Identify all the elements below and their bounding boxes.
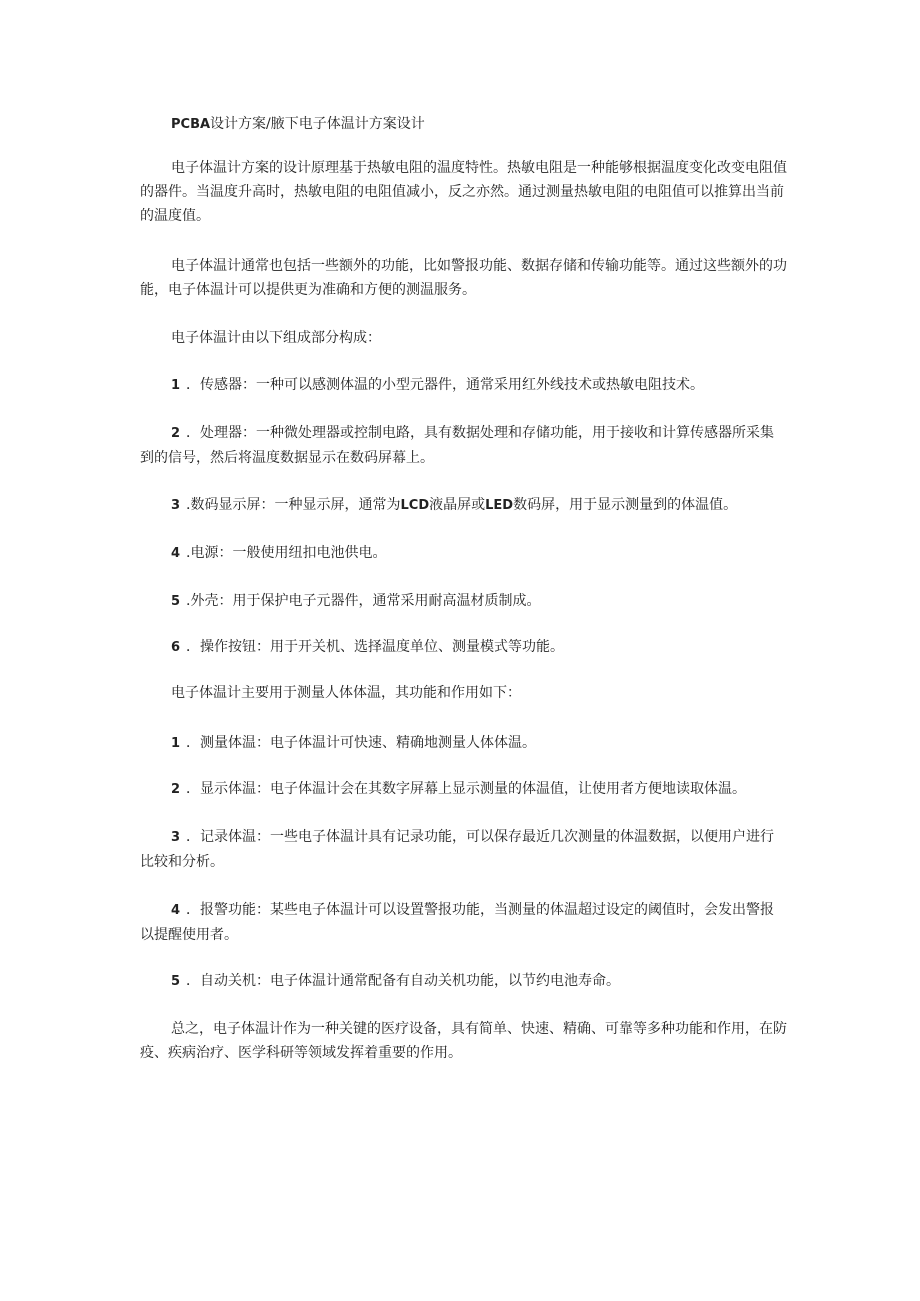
component-item: [140, 493, 788, 518]
intro-paragraph: 电子体温计方案的设计原理基于热敏电阻的温度特性。热敏电阻是一种能够根据温度变化改变电阻值的器件。当温度升高时，热敏电阻的电阻值减小，反之亦然。通过测量热敏电阻的电阻值可以推算出当前的温度值。: [140, 160, 787, 224]
function-text: ．记录体温：一些电子体温计具有记录功能，可以保存最近几次测量的体温数据，以便用户进行比较和分析。: [140, 829, 775, 870]
component-number: 6: [171, 640, 181, 655]
function-number: 2: [171, 782, 181, 797]
component-number: 4: [171, 546, 181, 561]
function-item: [140, 969, 788, 994]
component-number: 3: [171, 498, 181, 513]
component-text: ．处理器：一种微处理器或控制电路，具有数据处理和存储功能，用于接收和计算传感器所采集到的信号，然后将温度数据显示在数码屏幕上。: [140, 425, 775, 466]
extra-features-paragraph: 电子体温计通常也包括一些额外的功能，比如警报功能、数据存储和传输功能等。通过这些额外的功能，电子体温计可以提供更为准确和方便的测温服务。: [140, 258, 787, 298]
component-text: ．传感器：一种可以感测体温的小型元器件，通常采用红外线技术或热敏电阻技术。: [186, 377, 705, 393]
component-text: .数码显示屏：一种显示屏，通常为: [186, 497, 401, 513]
component-number: 5: [171, 594, 181, 609]
function-number: 5: [171, 974, 181, 989]
component-item: [140, 589, 788, 614]
component-item: [140, 541, 788, 566]
function-text: ．自动关机：电子体温计通常配备有自动关机功能，以节约电池寿命。: [186, 973, 621, 989]
component-text: .电源：一般使用纽扣电池供电。: [186, 545, 387, 561]
functions-heading: 电子体温计主要用于测量人体体温，其功能和作用如下：: [171, 685, 521, 701]
function-text: ．测量体温：电子体温计可快速、精确地测量人体体温。: [186, 735, 537, 751]
title-bold-prefix: PCBA: [171, 117, 211, 132]
component-item: [140, 421, 788, 470]
function-number: 4: [171, 903, 181, 918]
conclusion-paragraph: 总之，电子体温计作为一种关键的医疗设备，具有简单、快速、精确、可靠等多种功能和作用，在防疫、疾病治疗、医学科研等领域发挥着重要的作用。: [140, 1021, 787, 1061]
component-text: 数码屏，用于显示测量到的体温值。: [513, 497, 738, 513]
led-label: LED: [485, 498, 514, 513]
component-text: .外壳：用于保护电子元器件，通常采用耐高温材质制成。: [186, 593, 541, 609]
component-number: 2: [171, 426, 181, 441]
component-item: [140, 635, 788, 660]
component-text: 液晶屏或: [429, 497, 486, 513]
function-number: 3: [171, 830, 181, 845]
function-text: ．显示体温：电子体温计会在其数字屏幕上显示测量的体温值，让使用者方便地读取体温。: [186, 781, 747, 797]
components-heading: 电子体温计由以下组成部分构成：: [171, 330, 381, 346]
function-item: [140, 898, 788, 947]
component-item: [140, 373, 788, 398]
function-item: [140, 777, 788, 802]
lcd-label: LCD: [400, 498, 430, 513]
function-number: 1: [171, 736, 181, 751]
component-text: ．操作按钮：用于开关机、选择温度单位、测量模式等功能。: [186, 639, 565, 655]
document-title: [140, 112, 788, 137]
function-item: [140, 825, 788, 874]
function-item: [140, 731, 788, 756]
component-number: 1: [171, 378, 181, 393]
title-text: 设计方案/腋下电子体温计方案设计: [210, 116, 425, 132]
function-text: ．报警功能：某些电子体温计可以设置警报功能，当测量的体温超过设定的阈值时，会发出警报以提醒使用者。: [140, 902, 775, 943]
